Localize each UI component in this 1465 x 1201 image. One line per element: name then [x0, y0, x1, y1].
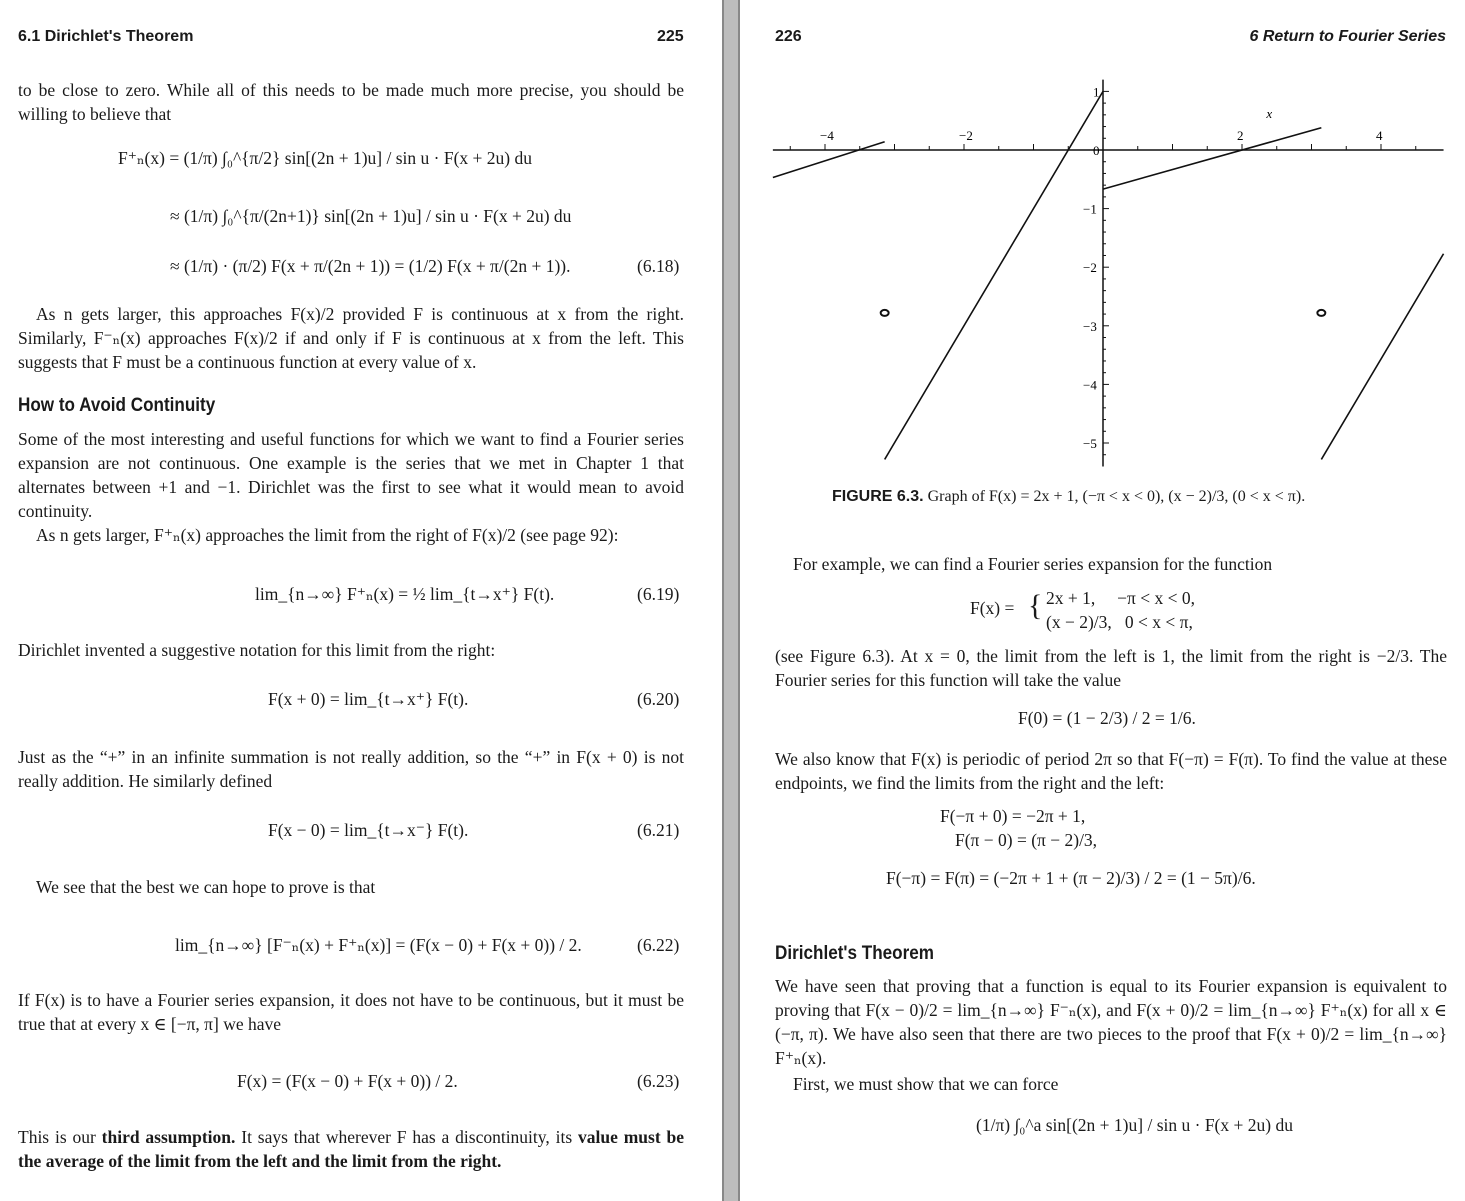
figure-6-3-graph [770, 75, 1450, 470]
y-tick-label: 0 [1093, 143, 1100, 158]
paragraph: Just as the “+” in an infinite summation is not really addition, so the “+” in F(x + 0) is not really addition. He similarly defined [18, 747, 684, 791]
piecewise-case: 2x + 1, −π < x < 0, [1046, 588, 1195, 608]
text: It says that wherever F has a discontinuity, its [235, 1127, 578, 1147]
x-tick-label: 2 [1237, 128, 1244, 143]
equation: F(0) = (1 − 2/3) / 2 = 1/6. [1018, 708, 1196, 728]
equation-line: F⁺ₙ(x) = (1/π) ∫₀^{π/2} sin[(2n + 1)u] / sin u · F(x + 2u) du [118, 148, 532, 168]
paragraph: First, we must show that we can force [793, 1074, 1059, 1094]
piecewise-case: (x − 2)/3, 0 < x < π, [1046, 612, 1193, 632]
x-tick-label: −2 [959, 128, 973, 143]
section-heading: Dirichlet's Theorem [775, 943, 934, 964]
paragraph: For example, we can find a Fourier series expansion for the function [793, 554, 1273, 574]
equation-number: (6.23) [637, 1071, 680, 1091]
equation: lim_{n→∞} F⁺ₙ(x) = ½ lim_{t→x⁺} F(t). [255, 584, 555, 604]
page-number: 226 [775, 28, 802, 45]
section-heading: How to Avoid Continuity [18, 395, 216, 416]
equation-line: F(π − 0) = (π − 2)/3, [955, 830, 1098, 850]
caption-text: Graph of F(x) = 2x + 1, (−π < x < 0), (x − 2)/3, (0 < x < π). [927, 488, 1306, 505]
x-axis-label: x [1266, 105, 1273, 121]
paragraph: If F(x) is to have a Fourier series expansion, it does not have to be continuous, but it must be true that at every x ∈ [−π, π] we have [18, 990, 684, 1034]
equation: F(x + 0) = lim_{t→x⁺} F(t). [268, 689, 469, 709]
equation-number: (6.21) [637, 820, 680, 840]
y-tick-label: −1 [1083, 201, 1097, 217]
bold-text: value must be the average of the limit from the left and the limit from the right. [18, 1127, 684, 1171]
paragraph: We also know that F(x) is periodic of period 2π so that F(−π) = F(π). To find the value at these endpoints, we find the limits from the right and the left: [775, 749, 1447, 793]
paragraph: We have seen that proving that a function is equal to its Fourier expansion is equivalent to proving that F(x − 0)/2 = lim_{n→∞} F⁻ₙ(x), and F(x + 0)/2 = lim_{n→∞} F⁺ₙ(x) for all x ∈ (−π, π). We have also seen that there are two pieces to the proof that F(x + 0)/2 = lim_{n→∞} F⁺ₙ(x). [775, 976, 1447, 1068]
equation-number: (6.19) [637, 584, 680, 604]
brace: { [1028, 589, 1043, 622]
text: This is our [18, 1127, 102, 1147]
y-tick-label: 1 [1093, 84, 1100, 100]
right-page [740, 0, 1465, 1201]
figure-caption [832, 488, 1305, 506]
function-segment [885, 91, 1103, 459]
bold-text: third assumption. [101, 1127, 236, 1147]
left-page [0, 0, 722, 1201]
y-tick-label: −4 [1083, 377, 1097, 393]
paragraph: to be close to zero. While all of this needs to be made much more precise, you should be willing to believe that [18, 80, 684, 124]
equation: lim_{n→∞} [F⁻ₙ(x) + F⁺ₙ(x)] = (F(x − 0) + F(x + 0)) / 2. [175, 935, 582, 955]
y-tick-label: −3 [1083, 318, 1097, 334]
equation: F(x − 0) = lim_{t→x⁻} F(t). [268, 820, 469, 840]
paragraph: (see Figure 6.3). At x = 0, the limit from the left is 1, the limit from the right is −2/3. The Fourier series for this function will take the value [775, 646, 1447, 690]
caption-label: FIGURE 6.3. [832, 488, 924, 505]
section-header: 6.1 Dirichlet's Theorem [18, 28, 194, 45]
equation: F(x) = (F(x − 0) + F(x + 0)) / 2. [237, 1071, 458, 1091]
equation-line: F(−π + 0) = −2π + 1, [940, 806, 1086, 826]
paragraph: As n gets larger, F⁺ₙ(x) approaches the limit from the right of F(x)/2 (see page 92): [36, 525, 619, 545]
piecewise-lhs: F(x) = [970, 598, 1015, 618]
y-tick-label: −2 [1083, 260, 1097, 276]
endpoint-marker [881, 310, 889, 316]
function-segment [773, 142, 885, 178]
x-tick-label: 4 [1376, 128, 1383, 143]
paragraph [18, 1125, 684, 1173]
page-number: 225 [657, 28, 684, 45]
chapter-header: 6 Return to Fourier Series [1249, 28, 1446, 45]
endpoint-marker [1317, 310, 1325, 316]
equation: (1/π) ∫₀^a sin[(2n + 1)u] / sin u · F(x + 2u) du [976, 1115, 1293, 1135]
equation-line: ≈ (1/π) ∫₀^{π/(2n+1)} sin[(2n + 1)u] / sin u · F(x + 2u) du [170, 206, 572, 226]
equation-number: (6.22) [637, 935, 680, 955]
equation-number: (6.18) [637, 256, 680, 276]
paragraph: We see that the best we can hope to prove is that [36, 877, 376, 897]
function-segment [1103, 128, 1321, 189]
page-gutter [722, 0, 740, 1201]
paragraph: Some of the most interesting and useful functions for which we want to find a Fourier series expansion are not continuous. One example is the series that we met in Chapter 1 that alternates between +1 and −1. Dirichlet was the first to see what it would mean to avoid continuity. [18, 429, 684, 521]
paragraph: As n gets larger, this approaches F(x)/2 provided F is continuous at x from the right. Similarly, F⁻ₙ(x) approaches F(x)/2 if and only if F is continuous at x from the left. This suggests that F must be a continuous function at every value of x. [18, 304, 684, 372]
function-segment [1321, 254, 1443, 460]
equation-number: (6.20) [637, 689, 680, 709]
equation-line: ≈ (1/π) · (π/2) F(x + π/(2n + 1)) = (1/2) F(x + π/(2n + 1)). [170, 256, 571, 276]
equation-line: F(−π) = F(π) = (−2π + 1 + (π − 2)/3) / 2 = (1 − 5π)/6. [886, 868, 1256, 888]
y-tick-label: −5 [1083, 436, 1097, 451]
paragraph: Dirichlet invented a suggestive notation for this limit from the right: [18, 640, 496, 660]
x-tick-label: −4 [820, 128, 834, 143]
